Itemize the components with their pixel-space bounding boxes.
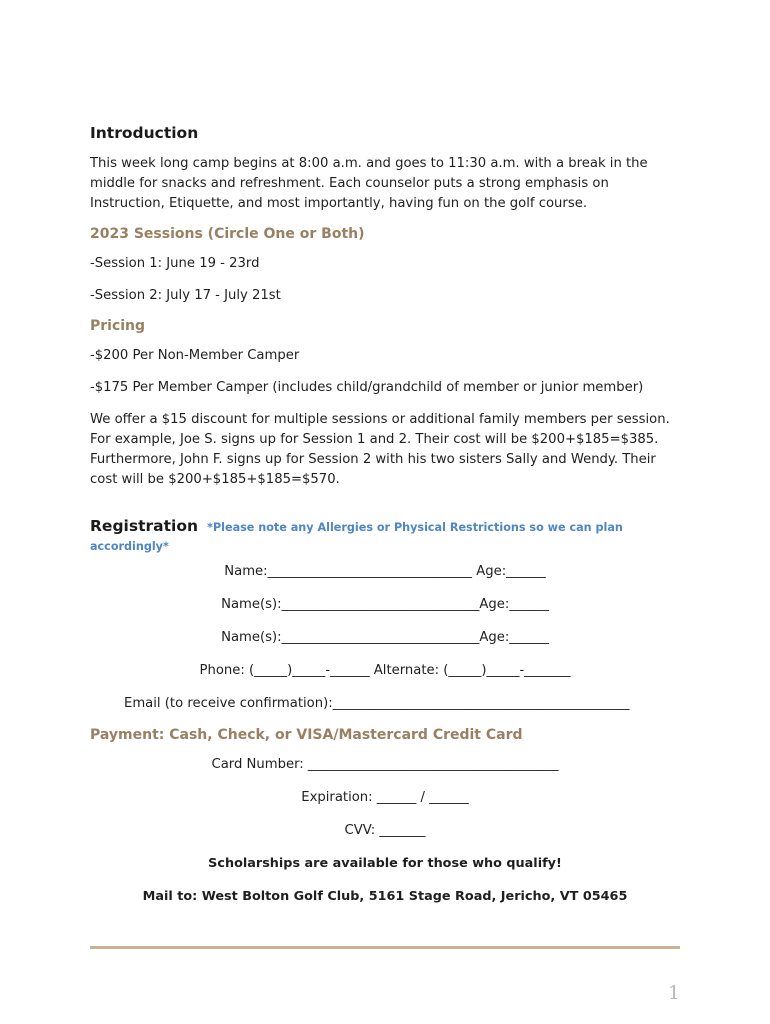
price-non-member: -$200 Per Non-Member Camper	[90, 348, 300, 363]
email-field[interactable]: Email (to receive confirmation):_____________________________________________	[124, 696, 630, 711]
introduction-heading: Introduction	[90, 124, 199, 142]
mailing-address: Mail to: West Bolton Golf Club, 5161 Stage Road, Jericho, VT 05465	[142, 889, 628, 904]
sessions-heading: 2023 Sessions (Circle One or Both)	[90, 226, 365, 242]
scholarship-note: Scholarships are available for those who qualify!	[208, 856, 562, 871]
cvv-field[interactable]: CVV: _______	[344, 823, 426, 838]
registration-heading: Registration	[90, 517, 199, 535]
pricing-heading: Pricing	[90, 318, 146, 334]
introduction-text: This week long camp begins at 8:00 a.m. and goes to 11:30 a.m. with a break in the middle for snacks and refreshment. Each counselor puts a strong emphasis on Instruction, Etiquette, and most importantly, having fun on the golf course.	[90, 156, 648, 211]
discount-text: We offer a $15 discount for multiple sessions or additional family members per session. For example, Joe S. signs up for Session 1 and 2. Their cost will be $200+$185=$385. Furthermore, John F. signs up for Session 2 with his two sisters Sally and Wendy. Their cost will be $200+$185+$185=$570.	[90, 412, 670, 487]
allergy-note: *Please note any Allergies or Physical Restrictions so we can plan accordingly*	[90, 521, 623, 553]
session-1: -Session 1: June 19 - 23rd	[90, 256, 260, 271]
footer-divider	[90, 946, 680, 949]
card-number-field[interactable]: Card Number: ______________________________________	[211, 757, 559, 772]
phone-field[interactable]: Phone: (_____)_____-______ Alternate: (_____)_____-_______	[199, 663, 571, 678]
document-page	[90, 124, 680, 920]
session-2: -Session 2: July 17 - July 21st	[90, 288, 281, 303]
name-age-field[interactable]: Name:_______________________________ Age:______	[224, 564, 546, 579]
expiration-field[interactable]: Expiration: ______ / ______	[301, 790, 469, 805]
payment-heading: Payment: Cash, Check, or VISA/Mastercard Credit Card	[90, 727, 523, 743]
names-age-field-2[interactable]: Name(s):______________________________Age:______	[221, 630, 549, 645]
page-number: 1	[668, 982, 681, 1004]
names-age-field-1[interactable]: Name(s):______________________________Age:______	[221, 597, 549, 612]
registration-header	[90, 516, 680, 554]
price-member: -$175 Per Member Camper (includes child/grandchild of member or junior member)	[90, 380, 644, 395]
